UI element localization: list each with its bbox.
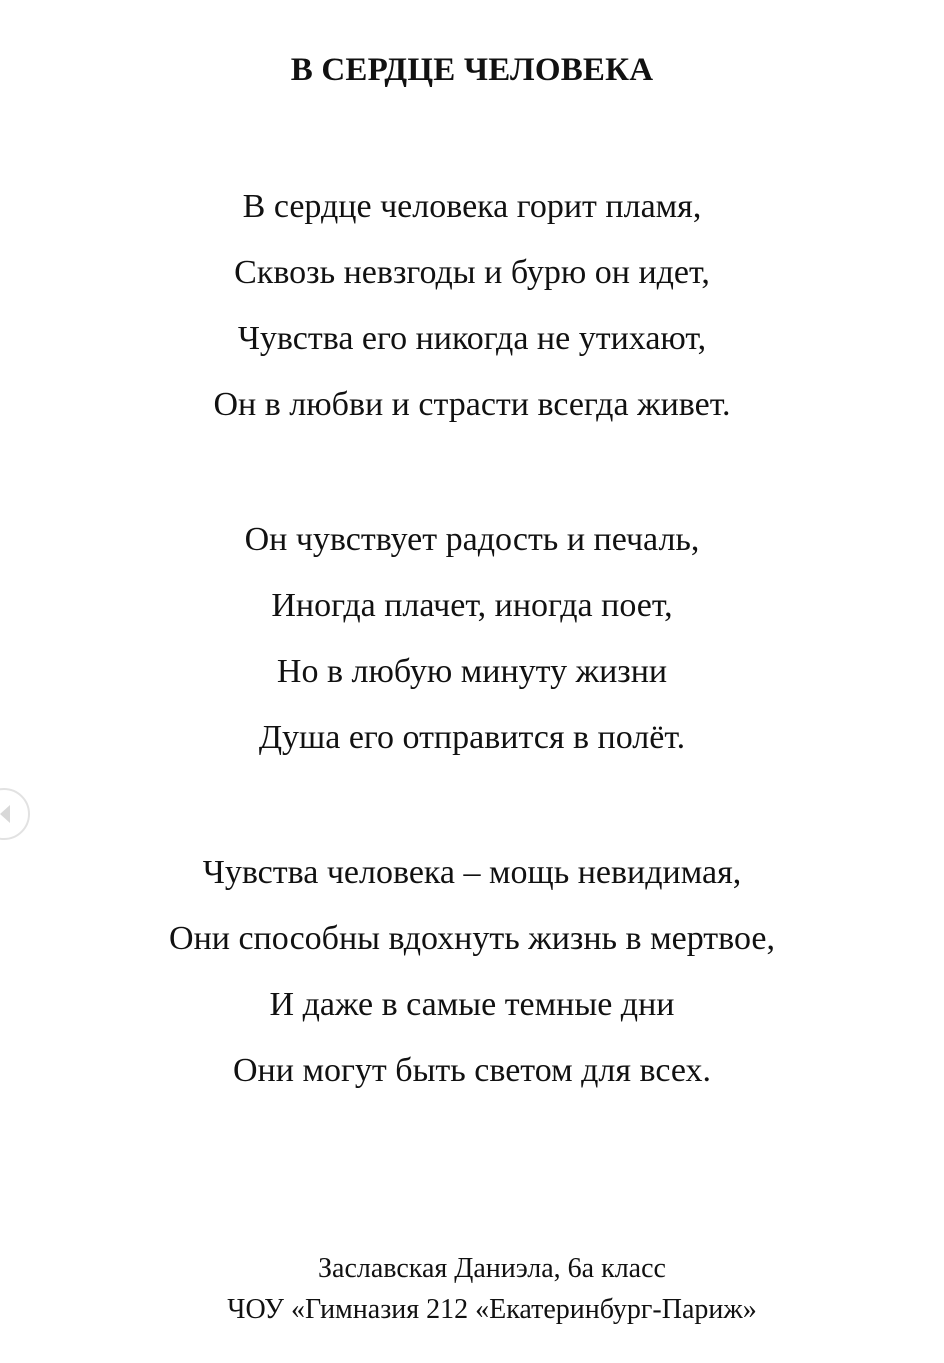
poem-line: Они могут быть светом для всех. bbox=[233, 1052, 711, 1089]
poem-line: Иногда плачет, иногда поет, bbox=[271, 587, 673, 624]
author-line: Заславская Даниэла, 6а класс bbox=[318, 1253, 666, 1284]
stanza-2 bbox=[0, 507, 944, 771]
school-line: ЧОУ «Гимназия 212 «Екатеринбург-Париж» bbox=[227, 1294, 757, 1325]
poem-line: И даже в самые темные дни bbox=[269, 986, 675, 1023]
poem-line: Они способны вдохнуть жизнь в мертвое, bbox=[169, 920, 775, 957]
poem-line: Он в любви и страсти всегда живет. bbox=[213, 386, 731, 423]
poem-line: Но в любую минуту жизни bbox=[276, 653, 668, 690]
chevron-left-icon[interactable] bbox=[0, 805, 10, 823]
poem-line: Сквозь невзгоды и бурю он идет, bbox=[234, 254, 710, 291]
poem-title: В СЕРДЦЕ ЧЕЛОВЕКА bbox=[290, 52, 654, 88]
signature-block bbox=[0, 1248, 944, 1330]
poem-line: Чувства человека – мощь невидимая, bbox=[202, 854, 742, 891]
poem-line: В сердце человека горит пламя, bbox=[242, 188, 702, 225]
stanza-1 bbox=[0, 174, 944, 438]
poem-line: Душа его отправится в полёт. bbox=[258, 719, 686, 756]
poem-line: Чувства его никогда не утихают, bbox=[237, 320, 707, 357]
poem-line: Он чувствует радость и печаль, bbox=[244, 521, 700, 558]
stanza-3 bbox=[0, 840, 944, 1104]
